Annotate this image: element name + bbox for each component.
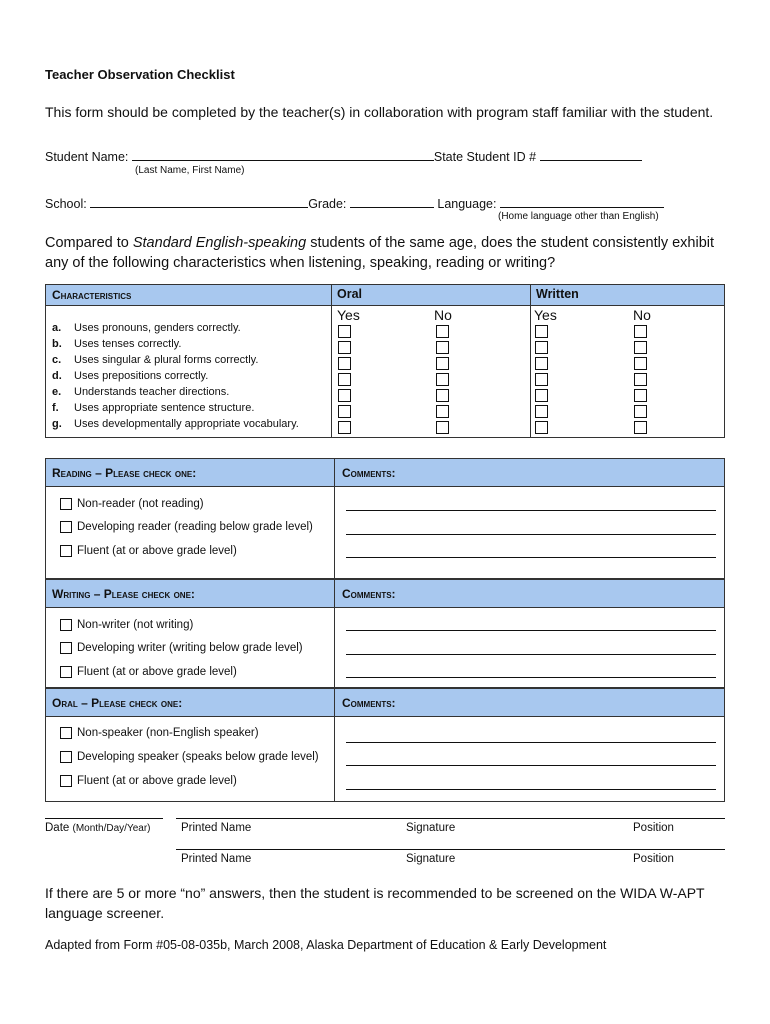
writing-section xyxy=(45,579,725,688)
reading-divider xyxy=(334,459,335,578)
characteristic-text: Uses prepositions correctly. xyxy=(74,370,209,382)
school-row xyxy=(45,194,664,211)
reading-option-developing[interactable] xyxy=(60,521,313,533)
language-sub: (Home language other than English) xyxy=(498,211,659,222)
checkbox-icon[interactable] xyxy=(60,521,72,533)
written-no-label: No xyxy=(633,307,651,323)
characteristic-letter: c. xyxy=(52,354,62,366)
option-label: Developing writer (writing below grade level) xyxy=(77,642,303,654)
oral-yes-label: Yes xyxy=(337,307,360,323)
writing-option-nonwriter[interactable] xyxy=(60,619,193,631)
oral-comments-header: Comments: xyxy=(342,696,396,710)
oral-yes-checkbox[interactable] xyxy=(338,357,351,370)
writing-option-fluent[interactable] xyxy=(60,666,237,678)
writing-comments-header: Comments: xyxy=(342,587,396,601)
reading-comment-line[interactable] xyxy=(346,557,716,558)
writing-header: Writing – Please check one: xyxy=(52,587,195,601)
written-no-checkbox[interactable] xyxy=(634,373,647,386)
oral-no-checkbox[interactable] xyxy=(436,325,449,338)
oral-comment-line[interactable] xyxy=(346,765,716,766)
student-name-sub: (Last Name, First Name) xyxy=(135,165,245,176)
oral-option-nonspeaker[interactable] xyxy=(60,727,259,739)
oral-header: Oral xyxy=(337,287,363,301)
written-yes-checkbox[interactable] xyxy=(535,373,548,386)
written-yes-checkbox[interactable] xyxy=(535,421,548,434)
reading-header: Reading – Please check one: xyxy=(52,466,197,480)
characteristics-table xyxy=(45,284,725,438)
written-no-checkbox[interactable] xyxy=(634,325,647,338)
signature-line-2[interactable] xyxy=(176,849,725,850)
state-id-field[interactable] xyxy=(540,147,642,161)
school-field[interactable] xyxy=(90,194,308,208)
writing-option-developing[interactable] xyxy=(60,642,303,654)
oral-divider xyxy=(331,285,332,437)
checkbox-icon[interactable] xyxy=(60,642,72,654)
date-label: Date xyxy=(45,822,70,834)
grade-label: Grade: xyxy=(308,197,347,211)
writing-comment-line[interactable] xyxy=(346,654,716,655)
characteristic-letter: f. xyxy=(52,402,59,414)
student-name-field[interactable] xyxy=(132,147,434,161)
checkbox-icon[interactable] xyxy=(60,666,72,678)
position-label-2: Position xyxy=(633,853,674,865)
oral-no-checkbox[interactable] xyxy=(436,357,449,370)
reading-comments-header: Comments: xyxy=(342,466,396,480)
oral-comment-line[interactable] xyxy=(346,789,716,790)
checkbox-icon[interactable] xyxy=(60,619,72,631)
written-yes-checkbox[interactable] xyxy=(535,341,548,354)
writing-comment-line[interactable] xyxy=(346,630,716,631)
date-line[interactable] xyxy=(45,818,163,819)
characteristics-header-bar xyxy=(46,285,724,306)
oral-no-checkbox[interactable] xyxy=(436,421,449,434)
screening-note: If there are 5 or more “no” answers, then the student is recommended to be screened on the WIDA W-APT language screener. xyxy=(45,885,705,921)
written-yes-checkbox[interactable] xyxy=(535,357,548,370)
oral-section xyxy=(45,688,725,802)
date-sub: (Month/Day/Year) xyxy=(72,823,151,834)
question-suffix: students of the same age, does the student consistently exhibit any of the following characteristics when listening, speaking, reading or writing? xyxy=(45,235,715,271)
written-divider xyxy=(530,285,531,437)
written-header: Written xyxy=(536,287,579,301)
reading-comment-line[interactable] xyxy=(346,510,716,511)
signature-label-1: Signature xyxy=(406,822,456,834)
written-no-checkbox[interactable] xyxy=(634,357,647,370)
student-name-row xyxy=(45,147,642,164)
form-footer: Adapted from Form #05-08-035b, March 2008, Alaska Department of Education & Early Development xyxy=(45,938,607,952)
characteristic-letter: b. xyxy=(52,338,62,350)
characteristic-letter: a. xyxy=(52,322,62,334)
language-field[interactable] xyxy=(500,194,664,208)
language-label: Language: xyxy=(437,197,497,211)
reading-comment-line[interactable] xyxy=(346,534,716,535)
reading-option-nonreader[interactable] xyxy=(60,498,204,510)
date-label-group xyxy=(45,822,151,834)
oral-yes-checkbox[interactable] xyxy=(338,373,351,386)
characteristic-text: Uses developmentally appropriate vocabulary. xyxy=(74,418,299,430)
position-label-1: Position xyxy=(633,822,674,834)
option-label: Developing reader (reading below grade level) xyxy=(77,521,313,533)
reading-option-fluent[interactable] xyxy=(60,545,237,557)
question-emphasis: Standard English-speaking xyxy=(132,235,307,251)
option-label: Non-reader (not reading) xyxy=(77,498,204,510)
checkbox-icon[interactable] xyxy=(60,545,72,557)
checkbox-icon[interactable] xyxy=(60,751,72,763)
school-label: School: xyxy=(45,197,87,211)
oral-yes-checkbox[interactable] xyxy=(338,325,351,338)
oral-comment-line[interactable] xyxy=(346,742,716,743)
characteristic-letter: e. xyxy=(52,386,62,398)
written-yes-checkbox[interactable] xyxy=(535,325,548,338)
oral-yes-checkbox[interactable] xyxy=(338,405,351,418)
written-no-checkbox[interactable] xyxy=(634,421,647,434)
written-no-checkbox[interactable] xyxy=(634,405,647,418)
checkbox-icon[interactable] xyxy=(60,498,72,510)
option-label: Developing speaker (speaks below grade level) xyxy=(77,751,319,763)
signature-label-2: Signature xyxy=(406,853,456,865)
characteristic-text: Uses singular & plural forms correctly. xyxy=(74,354,259,366)
oral-section-header: Oral – Please check one: xyxy=(52,696,183,710)
question-prefix: Compared to xyxy=(45,235,133,251)
oral-yes-checkbox[interactable] xyxy=(338,421,351,434)
written-no-checkbox[interactable] xyxy=(634,341,647,354)
characteristics-header: Characteristics xyxy=(52,288,132,302)
checkbox-icon[interactable] xyxy=(60,727,72,739)
characteristic-text: Uses tenses correctly. xyxy=(74,338,182,350)
option-label: Fluent (at or above grade level) xyxy=(77,775,237,787)
writing-divider xyxy=(334,580,335,687)
option-label: Non-writer (not writing) xyxy=(77,619,194,631)
characteristic-letter: d. xyxy=(52,370,62,382)
grade-field[interactable] xyxy=(350,194,434,208)
printed-name-label-2: Printed Name xyxy=(181,853,252,865)
oral-divider xyxy=(334,689,335,801)
oral-no-checkbox[interactable] xyxy=(436,389,449,402)
printed-name-label-1: Printed Name xyxy=(181,822,252,834)
student-name-label: Student Name: xyxy=(45,150,129,164)
written-no-checkbox[interactable] xyxy=(634,389,647,402)
writing-comment-line[interactable] xyxy=(346,677,716,678)
form-intro: This form should be completed by the teacher(s) in collaboration with program staff familiar with the student. xyxy=(45,104,714,120)
characteristic-text: Uses pronouns, genders correctly. xyxy=(74,322,241,334)
characteristic-text: Understands teacher directions. xyxy=(74,386,230,398)
characteristic-letter: g. xyxy=(52,418,62,430)
oral-no-checkbox[interactable] xyxy=(436,341,449,354)
reading-section xyxy=(45,458,725,579)
oral-option-fluent[interactable] xyxy=(60,775,237,787)
oral-no-checkbox[interactable] xyxy=(436,373,449,386)
oral-no-checkbox[interactable] xyxy=(436,405,449,418)
oral-yes-checkbox[interactable] xyxy=(338,341,351,354)
oral-option-developing[interactable] xyxy=(60,751,319,763)
written-yes-checkbox[interactable] xyxy=(535,389,548,402)
written-yes-checkbox[interactable] xyxy=(535,405,548,418)
oral-yes-checkbox[interactable] xyxy=(338,389,351,402)
question xyxy=(45,233,735,273)
characteristic-text: Uses appropriate sentence structure. xyxy=(74,402,255,414)
checkbox-icon[interactable] xyxy=(60,775,72,787)
form-title: Teacher Observation Checklist xyxy=(45,67,235,82)
state-id-label: State Student ID # xyxy=(433,150,537,164)
option-label: Fluent (at or above grade level) xyxy=(77,666,237,678)
oral-no-label: No xyxy=(434,307,452,323)
signature-line-1[interactable] xyxy=(176,818,725,819)
option-label: Fluent (at or above grade level) xyxy=(77,545,237,557)
written-yes-label: Yes xyxy=(534,307,557,323)
option-label: Non-speaker (non-English speaker) xyxy=(77,727,259,739)
